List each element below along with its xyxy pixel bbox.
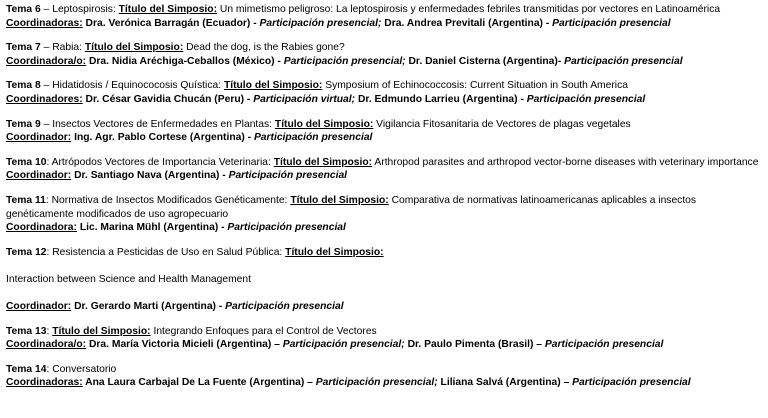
coordinator-label: Coordinadores:	[6, 93, 83, 105]
coordinator-names: Dr. Gerardo Marti (Argentina)	[74, 301, 216, 313]
coordinator-label: Coordinadoras:	[6, 377, 83, 389]
topic-title-line	[6, 118, 760, 132]
coordinator-names: Lic. Marina Mühl (Argentina)	[79, 222, 219, 234]
symposium-title-text: Arthropod parasites and arthropod vector-borne diseases with veterinary importance	[374, 156, 759, 168]
topic-block-tema-12	[6, 246, 760, 314]
participation-mode: Participación presencial	[228, 170, 348, 182]
coordinator-line	[6, 376, 760, 390]
topic-name: Artrópodos Vectores de Importancia Veterinaria:	[51, 156, 271, 168]
symposium-title-text: Integrando Enfoques para el Control de Vectores	[153, 325, 377, 337]
symposium-title-label: Título del Simposio:	[274, 118, 374, 130]
coordinator-names: Dra. Nidia Aréchiga-Ceballos (México)	[88, 55, 275, 67]
topic-title-line: Tema 14: Conversatorio	[6, 363, 117, 375]
symposium-title-label: Título del Simposio:	[273, 156, 373, 168]
symposium-title-label: Título del Simposio:	[52, 325, 151, 337]
topic-block-tema-10	[6, 156, 760, 183]
topic-dash: –	[43, 80, 50, 92]
coordinator-line: Coordinadoras: Dra. Verónica Barragán (Ecuador) - Participación presencial; Dra. Andrea Previtali (Argentina) - Participación presencial	[6, 17, 671, 29]
topic-dash: –	[43, 42, 50, 54]
coordinator-line: Coordinador: Dr. Gerardo Marti (Argentina) - Participación presencial	[6, 301, 344, 313]
topic-title-line: Tema 13: Título del Simposio: Integrando Enfoques para el Control de Vectores	[6, 325, 377, 337]
coordinator-label: Coordinadora/o:	[6, 55, 87, 67]
topic-name: Resistencia a Pesticidas de Uso en Salud Pública:	[52, 246, 283, 258]
topic-title-line: Tema 10: Artrópodos Vectores de Importancia Veterinaria: Título del Simposio: Arthropod parasites and arthropod vector-borne diseases with veterinary importance	[6, 156, 759, 168]
participation-mode: Participación presencial	[227, 222, 346, 234]
coordinator-label: Coordinadoras:	[6, 17, 83, 29]
topic-block-tema-13	[6, 325, 760, 352]
topic-block-tema-11	[6, 194, 760, 235]
coordinator-line: Coordinador: Dr. Santiago Nava (Argentina) - Participación presencial	[6, 170, 348, 182]
topic-dash: –	[43, 118, 50, 130]
coordinator-names: Dr. César Gavidia Chucán (Peru)	[85, 93, 245, 105]
participation-mode: Participación virtual;	[253, 93, 356, 105]
coordinator-names: Dr. Santiago Nava (Argentina)	[74, 170, 220, 182]
participation-mode: Participación presencial;	[282, 339, 405, 351]
topic-number: Tema 7	[6, 42, 41, 54]
topic-title-line	[6, 41, 760, 55]
topic-number: Tema 9	[6, 118, 41, 130]
participation-mode: Participación presencial;	[259, 17, 382, 29]
symposium-title-label: Título del Simposio:	[118, 4, 218, 15]
participation-mode-2: Participación presencial	[564, 55, 683, 67]
participation-mode-2: Participación presencial	[526, 93, 646, 105]
topic-title-line: Tema 11: Normativa de Insectos Modificados Genéticamente: Título del Simposio: Comparativa de normativas latinoamericanas aplicables a insectos genéticamente modificados de uso agropecuario	[6, 194, 697, 220]
participation-mode-2: Participación presencial	[544, 339, 664, 351]
topic-name: Normativa de Insectos Modificados Genéticamente:	[51, 194, 288, 206]
coordinator-label: Coordinador:	[6, 170, 72, 182]
topic-name: Leptospirosis:	[52, 4, 116, 15]
symposium-title-second-line: Interaction between Science and Health Management	[6, 273, 251, 285]
symposium-title-text: Symposium of Echinococcosis: Current Situation in South America	[325, 80, 628, 92]
coordinator-line: Coordinadora/o: Dra. Nidia Aréchiga-Ceballos (México) - Participación presencial; Dr. Daniel Cisterna (Argentina)- Participación presencial	[6, 55, 683, 67]
participation-mode: Participación presencial	[253, 132, 373, 144]
coordinator-names: Dra. Verónica Barragán (Ecuador)	[85, 17, 251, 29]
topic-number: Tema 13	[6, 325, 47, 337]
topic-name: Conversatorio	[52, 363, 117, 375]
topic-block-tema-6	[6, 3, 760, 30]
participation-mode-2: Participación presencial	[552, 17, 671, 29]
topic-title-line	[6, 79, 760, 93]
topic-number: Tema 8	[6, 80, 41, 92]
topic-block-tema-14	[6, 363, 760, 390]
symposium-title-label: Título del Simposio:	[290, 194, 389, 206]
topic-title-line: Tema 12: Resistencia a Pesticidas de Uso en Salud Pública: Título del Simposio:	[6, 246, 384, 258]
topic-name: Rabia:	[52, 42, 82, 54]
topic-name: Insectos Vectores de Enfermedades en Plantas:	[52, 118, 273, 130]
coordinator-label: Coordinadora:	[6, 222, 77, 234]
coordinator-label: Coordinadora/o:	[6, 339, 87, 351]
coordinator-line: Coordinadora: Lic. Marina Mühl (Argentina) - Participación presencial	[6, 222, 346, 234]
participation-mode: Participación presencial	[225, 301, 344, 313]
coordinator-line	[6, 338, 760, 352]
coordinator-names: Ana Laura Carbajal De La Fuente (Argentina) –	[85, 377, 313, 389]
topic-block-tema-9	[6, 118, 760, 145]
topic-number: Tema 12	[6, 246, 47, 258]
topic-name: Hidatidosis / Equinococosis Quística:	[52, 80, 222, 92]
participation-mode: Participación presencial;	[315, 377, 438, 389]
topic-block-tema-8	[6, 79, 760, 106]
symposium-title-label: Título del Simposio:	[223, 80, 323, 92]
topic-number: Tema 6	[6, 4, 41, 15]
coordinator-names-2: Dr. Edmundo Larrieu (Argentina)	[357, 93, 518, 105]
topic-number: Tema 14	[6, 363, 47, 375]
topic-title-line	[6, 3, 760, 17]
participation-mode: Participación presencial;	[283, 55, 406, 67]
coordinator-line: Coordinador: Ing. Agr. Pablo Cortese (Argentina) - Participación presencial	[6, 132, 373, 144]
symposium-title-text: Un mimetismo peligroso: La leptospirosis y enfermedades febriles transmitidas por vectores en Latinoamérica	[219, 4, 721, 15]
coordinator-names: Dra. María Victoria Micieli (Argentina) –	[88, 339, 280, 351]
coordinator-label: Coordinador:	[6, 132, 72, 144]
coordinator-label: Coordinador:	[6, 301, 72, 313]
symposium-title-text: Dead the dog, is the Rabies gone?	[186, 42, 345, 54]
topic-block-tema-7	[6, 41, 760, 68]
coordinator-names-2: Dr. Paulo Pimenta (Brasil) –	[407, 339, 543, 351]
symposium-title-label: Título del Simposio:	[84, 42, 184, 54]
coordinator-names-2: Dr. Daniel Cisterna (Argentina)-	[408, 55, 562, 67]
coordinator-line: Coordinadores: Dr. César Gavidia Chucán (Peru) - Participación virtual; Dr. Edmundo Larrieu (Argentina) - Participación presencial	[6, 93, 646, 105]
symposium-title-label: Título del Simposio:	[285, 246, 384, 258]
participation-mode-2: Participación presencial	[572, 377, 691, 389]
symposium-title-text: Comparativa de normativas latinoamericanas aplicables a insectos genéticamente modificados de uso agropecuario	[6, 194, 697, 220]
topic-number: Tema 11	[6, 194, 46, 206]
topic-number: Tema 10	[6, 156, 47, 168]
topic-dash: –	[43, 4, 50, 15]
symposium-title-text: Vigilancia Fitosanitaria de Vectores de plagas vegetales	[376, 118, 631, 130]
coordinator-names: Ing. Agr. Pablo Cortese (Argentina)	[74, 132, 245, 144]
coordinator-names-2: Liliana Salvá (Argentina) –	[440, 377, 570, 389]
coordinator-names-2: Dra. Andrea Previtali (Argentina)	[384, 17, 543, 29]
